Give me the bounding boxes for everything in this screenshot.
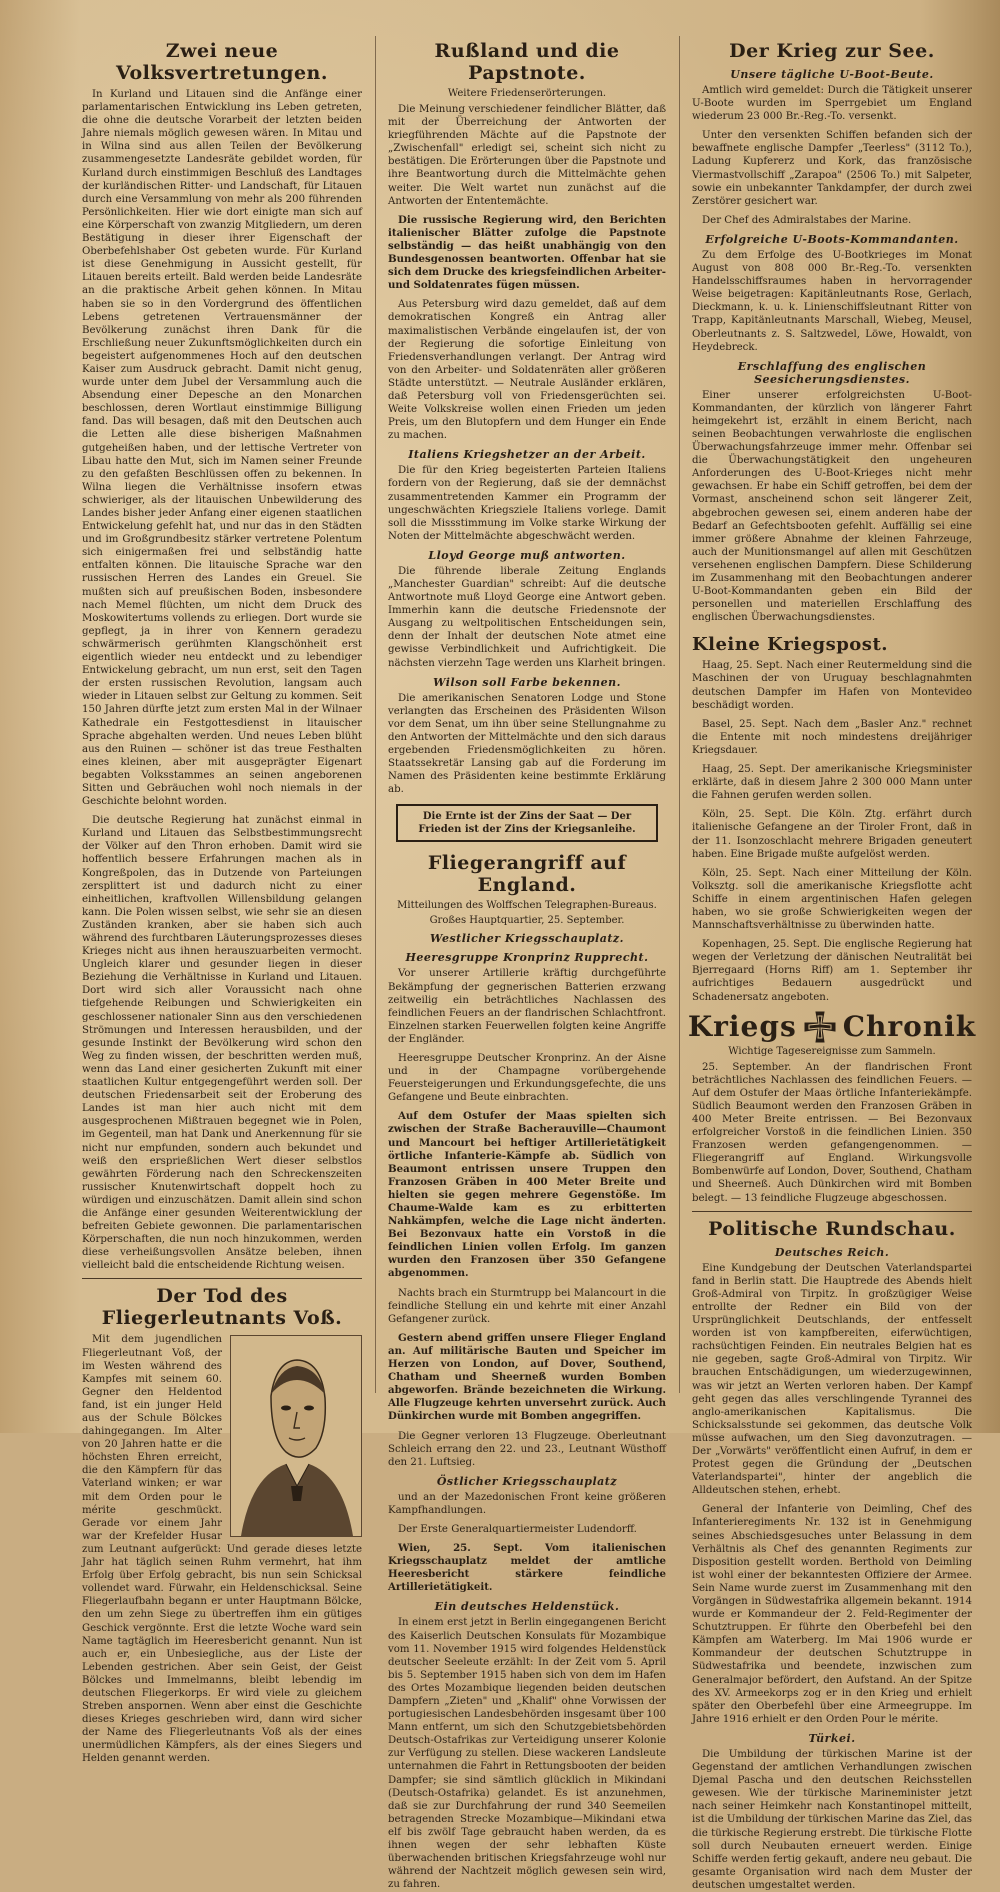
- subheading: Ein deutsches Heldenstück.: [434, 1600, 620, 1614]
- article-paragraph: General der Infanterie von Deimling, Chef des Infanterieregiments Nr. 132 ist in Genehmigung seines Abschiedsgesuches unter Belassung in dem Verhältnis als Chef des genannten Regiments zur Disposition gestellt worden. Berthold von Deimling ist wohl einer der bekanntesten Offiziere der Armee. Sein Name wurde zuerst im Zusammenhang mit den Vorgängen in Südwestafrika allgemein bekannt. 1914 wurde er Kommandeur der 2. Feld-Regimenter der Schutztruppen. Er führte den Oberbefehl bei den Kämpfen am Waterberg. Im Mai 1906 wurde er Kommandeur der deutschen Schutztruppe in Südwestafrika und beendete, inzwischen zum Generalmajor befördert, den Aufstand. An der Spitze des XV. Armeekorps zog er in den Krieg und erhielt später den Oberbefehl über eine Armeegruppe. Im Jahre 1916 erhielt er den Orden Pour le mérite.: [692, 1504, 972, 1725]
- kriegs-chronik-banner: [687, 1010, 977, 1044]
- subheading: Westlicher Kriegsschauplatz.: [430, 932, 624, 946]
- article-subtitle: Weitere Friedenserörterungen.: [447, 88, 607, 99]
- divider: [82, 1278, 362, 1279]
- article-paragraph: Mit dem jugendlichen Fliegerleutnant Voß, der im Westen während des Kampfes mit seinem 60. Gegner den Heldentod fand, ist ein junger Held aus der Schule Bölckes dahingegangen. Im Alter von 20 Jahren hatte er die höchsten Ehren erreicht, die den Kämpfern für das Vaterland winken; er war mit dem Orden pour le mérite geschmückt. Gerade vor einem Jahr war der Krefelder Husar zum Leutnant aufgerückt: Und gerade dieses letzte Jahr hat täglich seinen Ruhm vermehrt, hat ihm Erfolg über Erfolg gebracht, bis nun sein Schicksal vollendet ward. Fürwahr, ein Heldenschicksal. Seine Fliegerlaufbahn begann er unter Hauptmann Bölcke, den um zehn Siege zu übertreffen ihm ein gütiges Geschick vergönnte. Erst die letzte Woche ward sein Name tagtäglich im Heeresbericht genannt. Nun ist auch er, ein Unbesiegliche, aus der Liste der Lebenden gestrichen. Aber sein Geist, der Geist Bölckes und Immelmanns, bleibt lebendig im deutschen Fliegerkorps. Er wird viele zu gleichem Streben anspornen. Wenn aber einst die Geschichte dieses Krieges geschrieben wird, dann wird sicher der Name des Fliegerleutnants Voß als der eines unermüdlichen Kämpfers, als der eines Siegers und Helden genannt werden.: [82, 1334, 362, 1765]
- article-title: Der Krieg zur See.: [729, 40, 935, 62]
- column-rule: [679, 36, 680, 1393]
- article-paragraph: In Kurland und Litauen sind die Anfänge einer parlamentarischen Entwicklung ins Leben getreten, die ohne die deutsche Vorarbeit der letzten beiden Jahre niemals möglich gewesen wären. In Mitau und in Wilna sind aus allen Teilen der Bevölkerung zusammengesetzte Landesräte gebildet worden, für Kurland durch einstimmigen Beschluß des Landtages der kurländischen Ritter- und Landschaft, für Litauen durch eine Versammlung von mehr als 200 führenden Persönlichkeiten. Hier wie dort einigte man sich auf eine Körperschaft von zwanzig Mitgliedern, um deren Bestätigung in dieser ihrer Eigenschaft der Oberbefehlshaber Ost gebeten wurde. Für Kurland ist diese Genehmigung in Aussicht gestellt, für Litauen bereits erteilt. Bald werden beide Landesräte an die praktische Arbeit gehen können. In Mitau haben sie so in den Vordergrund des öffentlichen Lebens getretenen Vertrauensmänner der Bevölkerung zunächst ihren Dank für die Erschließung neuer Zukunftsmöglichkeiten durch ein begeistert aufgenommenes Hoch auf den deutschen Kaiser zum Ausdruck gebracht. Damit nicht genug, wurde unter dem Jubel der Versammlung auch die Absendung einer Depesche an den Monarchen beschlossen, deren Wortlaut einstimmige Billigung fand. Das will besagen, daß mit den Deutschen auch die Letten alle diese bisherigen Maßnahmen gutgeheißen haben, und der lettische Vertreter von Libau hatte den Mut, sich im Namen seiner Freunde zu den gefaßten Beschlüssen offen zu bekennen. In Wilna liegen die Verhältnisse insofern etwas schwieriger, als der litauischen Unbewilderung des Landes bisher jeder Anfang einer eigenen staatlichen Entwickelung gefehlt hat, und nur das in den Städten und im Großgrundbesitz stärker vertretene Polentum sich einigermaßen frei und selbständig hatte entfalten können. Die litauische Sprache war den russischen Herren des Landes ein Greuel. Sie mußten sich auf preußischen Boden, insbesondere nach Memel flüchten, um nicht dem Druck des Moskowitertums vollends zu erliegen. Dort wurde sie gepflegt, ja in ihrer von Kennern geradezu schwärmerisch gerühmten Klangschönheit erst eigentlich wieder neu entdeckt und zu lebendiger Entwickelung gebracht, um nun erst, seit den Tagen der ersten russischen Revolution, langsam auch wieder in Litauen selbst zur Geltung zu kommen. Seit 150 Jahren dürfte jetzt zum ersten Mal in der Wilnaer Kathedrale ein Festgottesdienst in litauischer Sprache abgehalten werden. Und neues Leben blüht aus den Ruinen — schöner ist das treue Festhalten eines kleinen, aber mit ausgeprägter Eigenart begabten Volksstammes an seinen angeborenen Sitten und Gebräuchen wohl noch niemals in der Geschichte belohnt worden.: [82, 89, 362, 808]
- portrait-illustration: [230, 1335, 362, 1537]
- article-paragraph: Vor unserer Artillerie kräftig durchgeführte Bekämpfung der gegnerischen Batterien erzwang zeitweilig ein beträchtliches Nachlassen des feindlichen Feuers an der flandrischen Schlachtfront. Einzelnen starken Feuerwellen folgten keine Angriffe der Engländer.: [388, 968, 666, 1045]
- article-paragraph: Unter den versenkten Schiffen befanden sich der bewaffnete englische Dampfer „Teerless" (3112 To.), Ladung Kupfererz und Kork, das französische Viermastvollschiff „Zarapoa" (2506 To.) mit Salpeter, sowie ein unbekannter Tankdampfer, der durch zwei Zerstörer gesichert war.: [692, 130, 972, 207]
- article-paragraph: und an der Mazedonischen Front keine größeren Kampfhandlungen.: [388, 1491, 666, 1516]
- iron-cross-icon: [803, 1010, 837, 1044]
- banner-right-word: Chronik: [842, 1010, 977, 1044]
- news-item: Köln, 25. Sept. Nach einer Mitteilung der Köln. Volksztg. soll die amerikanische Kriegsflotte acht Schiffe in einem argentinischen Hafen gelegen haben, wo sie große Schwierigkeiten wegen der Mannschaftsverhältnisse zu überwinden hatte.: [692, 867, 972, 932]
- news-item: Haag, 25. Sept. Der amerikanische Kriegsminister erklärte, daß in diesem Jahre 2 300 000 Mann unter die Fahnen gerufen werden sollen.: [692, 764, 972, 802]
- article-paragraph: Wien, 25. Sept. Vom italienischen Kriegsschauplatz meldet der amtliche Heeresbericht stärkere feindliche Artillerietätigkeit.: [388, 1542, 666, 1594]
- news-item: Kopenhagen, 25. Sept. Die englische Regierung hat wegen der Verletzung der dänischen Neutralität bei Bjerregaard (Horns Riff) am 1. September ihr aufrichtiges Bedauern ausgedrückt und Schadenersatz angeboten.: [692, 939, 972, 1003]
- article-paragraph: Eine Kundgebung der Deutschen Vaterlandspartei fand in Berlin statt. Die Hauptrede des Abends hielt Groß-Admiral von Tirpitz. In großzügiger Weise entrollte der Redner ein Bild von der Ursprünglichkeit Deutschlands, der entfesselt worden ist von kampfbereiten, eiferwüchtigen, rachsüchtigen Feinden. Ein neutrales Belgien hat es nie gegeben, sagte Groß-Admiral von Tirpitz. Wir brauchen Entschädigungen, um wiederzugewinnen, was wir jetzt an Werten verloren haben. Der Kampf geht gegen das alles verschlingende Tyrannei des anglo-amerikanischen Kapitalismus. Die Schicksalsstunde sei gekommen, das deutsche Volk müsse aufwachen, um den Sieg davonzutragen. — Der „Vorwärts" veröffentlicht einen Aufruf, in dem er Protest gegen die Gründung der „Deutschen Vaterlandspartei", hinter der angeblich die Alldeutschen stehen, erhebt.: [692, 1262, 972, 1497]
- subheading: Heeresgruppe Kronprinz Rupprecht.: [405, 951, 649, 965]
- article-title: Politische Rundschau.: [708, 1217, 956, 1240]
- news-item: Haag, 25. Sept. Nach einer Reutermeldung sind die Maschinen der von Uruguay beschlagnahmten deutschen Dampfer im Hafen von Montevideo beschädigt worden.: [692, 660, 972, 711]
- article-paragraph: Gestern abend griffen unsere Flieger England an. Auf militärische Bauten und Speicher im Herzen von London, auf Dover, Southend, Chatham und Sheerneß wurden Bomben abgeworfen. Brände bezeichneten die Wirkung. Alle Flugzeuge kehrten unversehrt zurück. Auch Dünkirchen wurde mit Bomben angegriffen.: [388, 1331, 666, 1423]
- article-title: Rußland und die Papstnote.: [434, 40, 620, 84]
- article-paragraph: Die deutsche Regierung hat zunächst einmal in Kurland und Litauen das Selbstbestimmungsrecht der Völker auf den Thron erhoben. Damit wird sie hoffentlich bessere Erfahrungen machen als in Kongreßpolen, das in Dutzende von Parteiungen zersplittert ist und dadurch nicht zu einer einheitlichen, kraftvollen Willensbildung gelangen kann. Die Polen wissen selbst, wie sehr sie an diesen Zuständen kranken, aber sie haben sich auch während des furchtbaren Läuterungsprozesses dieses Krieges nicht aus ihnen herauszuarbeiten vermocht. Ungleich klarer und gesunder liegen in dieser Beziehung die Verhältnisse in Kurland und Litauen. Dort wird sich aller Voraussicht nach ohne tiefgehende Reibungen und Schwierigkeiten ein geschlossener nationaler Sinn aus den verschiedenen Strömungen und Interessen herausbilden, und der gesunde Instinkt der Bevölkerung wird schon den Weg zu finden wissen, der beschritten werden muß, wenn das Land einer gesicherten Zukunft mit einer staatlichen Kultur entgegengeführt werden soll. Der deutschen Friedensarbeit seit der Eroberung des Landes ist man hier auch nicht mit dem ausgesprochenen Mißtrauen begegnet wie in Polen, im Gegenteil, man hat Dank und Anerkennung für sie nicht nur empfunden, sondern auch bekundet und weiß den ersprießlichen Wert dieser selbstlos gewährten Förderung nach den Schreckenszeiten russischer Knutenwirtschaft doppelt hoch zu würdigen und einzuschätzen. Damit allein sind schon die Anfänge einer gesunden Weiterentwicklung der befreiten Gebiete gewonnen. Die parlamentarischen Körperschaften, die nun noch hinzukommen, werden diese verheißungsvollen Ansätze beleben, ihnen vielleicht bald die entscheidende Richtung weisen.: [82, 815, 362, 1272]
- slogan-box: Die Ernte ist der Zins der Saat — Der Frieden ist der Zins der Kriegsanleihe.: [396, 804, 658, 842]
- article-paragraph: Auf dem Ostufer der Maas spielten sich zwischen der Straße Bacherauville—Chaumont und Mancourt bei heftiger Artillerietätigkeit örtliche Infanterie-Kämpfe ab. Südlich von Beaumont entrissen unsere Truppen den Franzosen Gräben in 400 Meter Breite und hielten sie gegen mehrere Gegenstöße. Im Chaume-Walde kam es zu erbitterten Nahkämpfen, welche die Lage nicht änderten. Bei Bezonvaux hatte ein Vorstoß in die feindlichen Linien vollen Erfolg. Im ganzen wurden den Franzosen über 350 Gefangene abgenommen.: [388, 1110, 666, 1280]
- banner-left-word: Kriegs: [687, 1010, 797, 1044]
- subheading: Östlicher Kriegsschauplatz: [436, 1474, 618, 1488]
- article-paragraph: Die für den Krieg begeisterten Parteien Italiens fordern von der Regierung, daß sie der demnächst zusammentretenden Kammer ein Programm der ungeschwächten Kriegsziele Italiens vorlege. Damit soll die Missstimmung im Volke starke Wirkung der Noten der Mittelmächte abgeschwächt werden.: [388, 465, 666, 542]
- article-meta: Großes Hauptquartier, 25. September.: [429, 915, 625, 927]
- article-paragraph: Die russische Regierung wird, den Berichten italienischer Blätter zufolge die Papstnote selbständig — das heißt unabhängig von den Bundesgenossen beantworten. Offenbar hat sie sich dem Drucke des kriegsfeindlichen Arbeiter- und Soldatenrates fügen müssen.: [388, 213, 666, 292]
- subheading: Erfolgreiche U-Boots-Kommandanten.: [705, 232, 959, 246]
- article-paragraph: In einem erst jetzt in Berlin eingegangenen Bericht des Kaiserlich Deutschen Konsulats für Mozambique vom 11. November 1915 wird folgendes Heldenstück deutscher Seeleute erzählt: In der Zeit vom 5. April bis 5. September 1915 haben sich von dem im Hafen des Ortes Mozambique liegenden beiden deutschen Dampfern „Zieten" und „Khalif" ohne Vorwissen der portugiesischen Landesbehörden insgesamt über 100 Mann entfernt, um sich den Schutzgebietsbehörden Deutsch-Ostafrikas zur Verteidigung unserer Kolonie zur Verfügung zu stellen. Diese wackeren Landsleute unternahmen die Fahrt in Rettungsbooten der beiden Dampfer; sie sind sämtlich glücklich in Mikindani (Deutsch-Ostafrika) gelandet. Es ist anzunehmen, daß sie zur Durchfahrung der rund 340 Seemeilen betragenden Strecke Mozambique—Mikindani etwa elf bis zwölf Tage gebraucht haben werden, da es ihnen wegen der sehr lebhaften Küste überwachenden britischen Kriegsfahrzeuge wohl nur während der Nachtzeit möglich gewesen sein wird, zu fahren.: [388, 1617, 666, 1891]
- article-paragraph: Die amerikanischen Senatoren Lodge und Stone verlangten das Erscheinen des Präsidenten Wilson vor dem Senat, um ihn über seine Stellungnahme zu den Antworten der Mittelmächte und den sich daraus ergebenden Friedensmöglichkeiten zu hören. Staatssekretär Lansing gab auf die Forderung im Namen des Präsidenten keine bestimmte Erklärung ab.: [388, 692, 666, 796]
- column-1: [72, 0, 372, 1765]
- article-paragraph: Heeresgruppe Deutscher Kronprinz. An der Aisne und in der Champagne vorübergehende Feuersteigerungen und Erkundungsgefechte, die uns Gefangene und Beute einbrachten.: [388, 1052, 666, 1104]
- column-3: [682, 0, 982, 1891]
- subheading: Lloyd George muß antworten.: [428, 548, 626, 562]
- column-rule: [375, 36, 376, 1393]
- article-title: Fliegerangriff auf England.: [427, 852, 627, 897]
- article-title: Der Tod des Fliegerleutnants Voß.: [101, 1285, 343, 1330]
- subheading: Erschlaffung des englischen Seesicherungsdienstes.: [737, 359, 927, 386]
- article-meta: Mitteilungen des Wolffschen Telegraphen-Bureaus.: [397, 900, 657, 912]
- article-paragraph: Der Chef des Admiralstabes der Marine.: [702, 214, 912, 226]
- article-paragraph: Die Gegner verloren 13 Flugzeuge. Oberleutnant Schleich errang den 22. und 23., Leutnant Wüsthoff den 21. Luftsieg.: [388, 1430, 666, 1468]
- subheading: Türkei.: [808, 1731, 856, 1745]
- news-item: Basel, 25. Sept. Nach dem „Basler Anz." rechnet die Entente mit noch mindestens dreijähriger Kriegsdauer.: [692, 718, 972, 756]
- article-paragraph: Zu dem Erfolge des U-Bootkrieges im Monat August von 808 000 Br.-Reg.-To. versenkten Handelsschiffsraumes haben in hervorragender Weise beigetragen: Kapitänleutnants Rose, Gerlach, Dieckmann, k. u. k. Linienschiffsleutnant Ritter von Trapp, Kapitänleutnants Marschall, Wiebeg, Meusel, Oberleutnants z. S. Saltzwedel, Löwe, Howaldt, von Heydebreck.: [692, 249, 972, 353]
- article-title: Kleine Kriegspost.: [692, 634, 889, 656]
- subheading: Deutsches Reich.: [774, 1245, 890, 1259]
- article-paragraph: Die Meinung verschiedener feindlicher Blätter, daß mit der Überreichung der Antworten der kriegführenden Mächte auf die Papstnote der „Zwischenfall" erledigt sei, scheint sich nicht zu bestätigen. Die Erörterungen über die Papstnote und ihre Beantwortung durch die Mittelmächte gehen weiter. Die Welt wartet nun zunächst auf die Antworten der Ententemächte.: [388, 104, 666, 207]
- article-paragraph: Die Umbildung der türkischen Marine ist der Gegenstand der amtlichen Verhandlungen zwischen Djemal Pascha und den deutschen Reichsstellen gewesen. Wie der türkische Marineminister jetzt nach seiner Heimkehr nach Konstantinopel mitteilt, ist die Umbildung der türkischen Marine das Ziel, das die türkische Regierung erstrebt. Die türkische Flotte soll durch Neubauten erneuert werden. Einige Schiffe werden fertig gekauft, andere neu gebaut. Die gesamte Organisation wird nach dem Muster der deutschen umgestaltet werden.: [692, 1748, 972, 1891]
- portrait-drawing: [231, 1336, 361, 1536]
- article-paragraph: Die führende liberale Zeitung Englands „Manchester Guardian" schreibt: Auf die deutsche Antwortnote muß Lloyd George eine Antwort geben. Immerhin kann die deutsche Friedensnote der Ausgang zu weltpolitischen Entscheidungen sein, denn der Inhalt der deutschen Note atmet eine gewisse Verbindlichkeit und Aufrichtigkeit. Die nächsten vierzehn Tage werden uns Klarheit bringen.: [388, 565, 666, 669]
- subheading: Wilson soll Farbe bekennen.: [433, 675, 621, 689]
- article-paragraph: Einer unserer erfolgreichsten U-Boot-Kommandanten, der kürzlich von längerer Fahrt heimgekehrt ist, erzählt in einem Bericht, nach seinen Beobachtungen verwahrloste die englischen Überwachungsfahrzeuge immer mehr. Offenbar sei die Überwachungstätigkeit den ungeheuren Anforderungen des U-Boot-Krieges nicht mehr gewachsen. Er habe ein Schiff getroffen, bei dem der Vormast, anscheinend schon seit längerer Zeit, abgebrochen gewesen sei, einem anderen habe der Bedarf an Gefechtsbooten gefehlt. Auffällig sei eine immer größere Abnahme der kleinen Fahrzeuge, auch der Munitionsmangel auf allen mit Geschützen versehenen englischen Dampfern. Diese Schilderung im Zusammenhang mit den Beobachtungen anderer U-Boot-Kommandanten geben ein Bild der personellen und materiellen Erschlaffung des englischen Überwachungsdienstes.: [692, 389, 972, 624]
- news-item: Köln, 25. Sept. Die Köln. Ztg. erfährt durch italienische Gefangene an der Tiroler Front, daß in der 11. Isonzoschlacht mehrere Brigaden geneutert haben. Eine Brigade mußte aufgelöst werden.: [692, 809, 972, 860]
- divider: [692, 1211, 972, 1212]
- chronik-text: 25. September. An der flandrischen Front beträchtliches Nachlassen des feindlichen Feuers. — Auf dem Ostufer der Maas örtliche Infanteriekämpfe. Südlich Beaumont werden den Franzosen Gräben in 400 Meter Breite entrissen. — Bei Bezonvaux erfolgreicher Vorstoß in die feindlichen Linien. 350 Franzosen werden gefangengenommen. — Fliegerangriff auf England. Wirkungsvolle Bombenwürfe auf London, Dover, Southend, Chatham und Sheerneß. Auch Dünkirchen wird mit Bomben belegt. — 13 feindliche Flugzeuge abgeschossen.: [692, 1061, 972, 1204]
- subheading: Unsere tägliche U-Boot-Beute.: [730, 68, 934, 81]
- article-paragraph: Nachts brach ein Sturmtrupp bei Malancourt in die feindliche Stellung ein und kehrte mit einer Anzahl Gefangener zurück.: [388, 1287, 666, 1325]
- article-paragraph: Der Erste Generalquartiermeister Ludendorff.: [398, 1523, 637, 1535]
- article-paragraph: Aus Petersburg wird dazu gemeldet, daß auf dem demokratischen Kongreß ein Antrag aller maximalistischen Verbände eingelaufen ist, der von der Regierung die sofortige Einleitung von Friedensverhandlungen verlangt. Der Antrag wird von den Arbeiter- und Soldatenräten aller größeren Städte unterstützt. — Neutrale Ausländer erklären, daß Petersburg voll von Friedensgerüchten sei. Weite Volkskreise wollen einen Frieden um jeden Preis, um den Blutopfern und dem Hunger ein Ende zu machen.: [388, 299, 666, 442]
- subheading: Italiens Kriegshetzer an der Arbeit.: [408, 448, 646, 462]
- chronik-subtitle: Wichtige Tagesereignisse zum Sammeln.: [728, 1045, 936, 1057]
- article-paragraph: Amtlich wird gemeldet: Durch die Tätigkeit unserer U-Boote wurden im Sperrgebiet um England wiederum 23 000 Br.-Reg.-To. versenkt.: [692, 85, 972, 123]
- article-title: Zwei neue Volksvertretungen.: [116, 40, 328, 84]
- column-2: [378, 0, 676, 1891]
